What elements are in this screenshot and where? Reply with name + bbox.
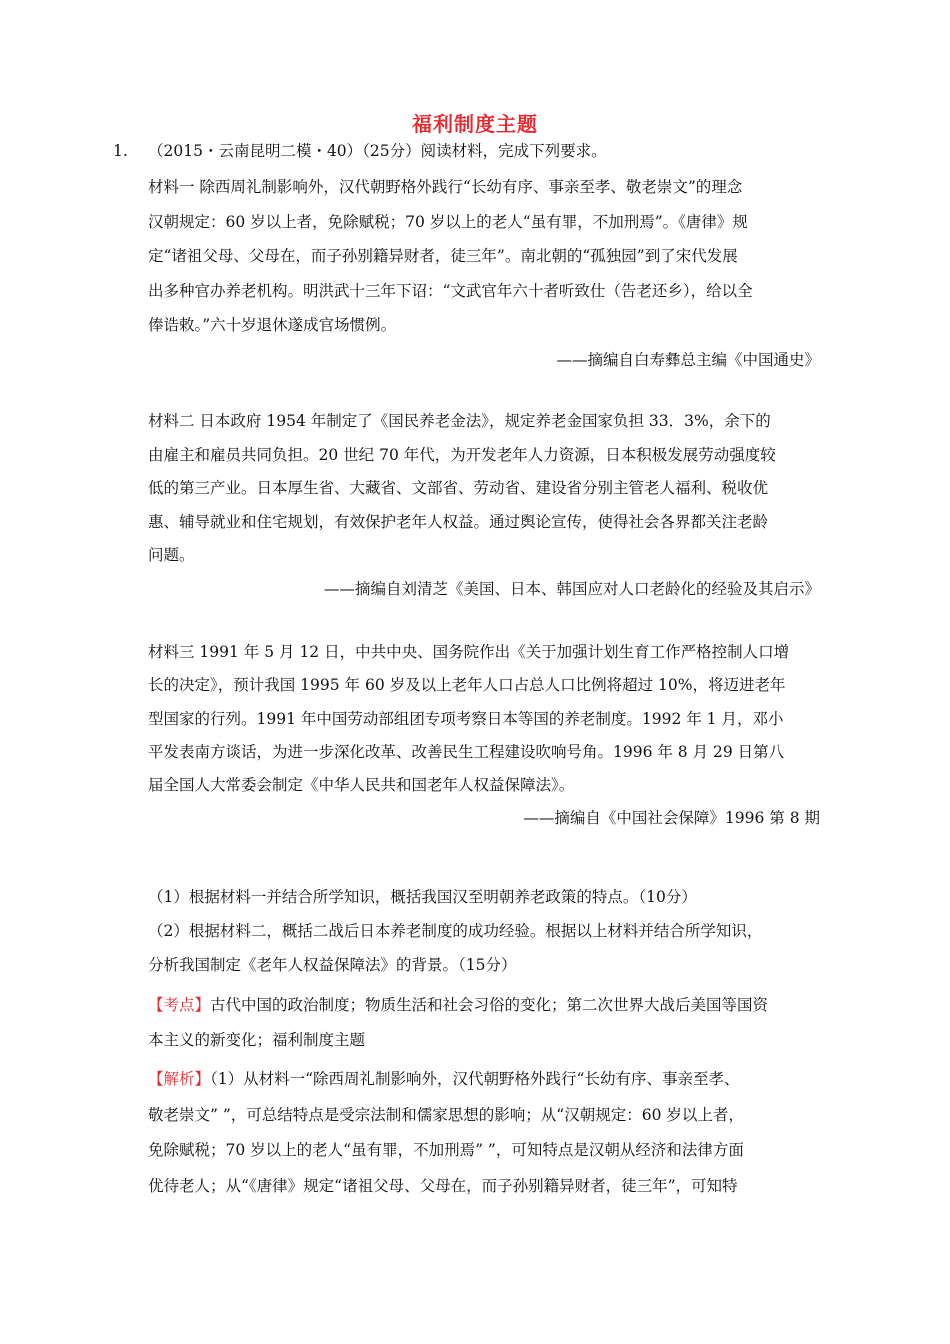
material-2-line: 由雇主和雇员共同负担。20 世纪 70 年代，为开发老年人力资源，日本积极发展劳动强度较 xyxy=(148,445,776,464)
material-3-line: 长的决定》，预计我国 1995 年 60 岁及以上老年人口占总人口比例将超过 10%，将迈进老年 xyxy=(148,676,786,695)
kaodian-text: 古代中国的政治制度；物质生活和社会习俗的变化；第二次世界大战后美国等国资 xyxy=(210,996,769,1014)
material-2-line: 材料二 日本政府 1954 年制定了《国民养老金法》，规定养老金国家负担 33．3%，余下的 xyxy=(148,412,771,430)
jiexi-line: 敬老崇文” ”，可总结特点是受宗法制和儒家思想的影响；从“汉朝规定：60 岁以上者， xyxy=(148,1105,744,1124)
material-1-line: 俸诰敕。”六十岁退休遂成官场惯例。 xyxy=(148,316,397,335)
material-2-line: 低的第三产业。日本厚生省、大藏省、文部省、劳动省、建设省分别主管老人福利、税收优 xyxy=(148,479,769,498)
question-header-text: （2015・云南昆明二模・40）（25分）阅读材料，完成下列要求。 xyxy=(148,142,607,160)
material-2-line: 问题。 xyxy=(148,546,195,565)
material-3 xyxy=(148,636,820,836)
question-header xyxy=(113,138,833,165)
jiexi-line: 优待老人；从“《唐律》规定“诸祖父母、父母在，而子孙别籍异财者，徒三年”，可知特 xyxy=(148,1176,738,1195)
material-3-line: 届全国人大常委会制定《中华人民共和国老年人权益保障法》。 xyxy=(148,776,575,795)
jiexi-section xyxy=(148,1062,820,1204)
material-3-line: 型国家的行列。1991 年中国劳动部组团专项考察日本等国的养老制度。1992 年 1 月，邓小 xyxy=(148,709,784,728)
material-3-source: ——摘编自《中国社会保障》1996 第 8 期 xyxy=(523,809,820,828)
kaodian-section xyxy=(148,988,820,1058)
sub-questions xyxy=(148,880,820,982)
material-2-line: 惠、辅导就业和住宅规划，有效保护老年人权益。通过舆论宣传，使得社会各界都关注老龄 xyxy=(148,512,769,531)
material-2-source: ——摘编自刘清芝《美国、日本、韩国应对人口老龄化的经验及其启示》 xyxy=(323,579,820,598)
material-1 xyxy=(148,170,820,378)
question-number: 1. xyxy=(113,142,128,160)
material-1-line: 汉朝规定：60 岁以上者，免除赋税；70 岁以上的老人“虽有罪，不加刑焉”。《唐律》规 xyxy=(148,212,748,231)
jiexi-text: （1）从材料一“除西周礼制影响外，汉代朝野格外践行“长幼有序、事亲至孝、 xyxy=(210,1070,740,1088)
sub-question-2-line-1: （2）根据材料二，概括二战后日本养老制度的成功经验。根据以上材料并结合所学知识， xyxy=(148,922,763,940)
material-1-source: ——摘编自白寿彝总主编《中国通史》 xyxy=(556,350,820,369)
material-1-line: 材料一 除西周礼制影响外，汉代朝野格外践行“长幼有序、事亲至孝、敬老崇文”的理念 xyxy=(148,178,743,196)
kaodian-tag: 【考点】 xyxy=(148,996,211,1014)
material-2 xyxy=(148,405,820,607)
page-title: 福利制度主题 xyxy=(412,112,538,136)
kaodian-line-2: 本主义的新变化；福利制度主题 xyxy=(148,1031,366,1049)
material-1-line: 定“诸祖父母、父母在，而子孙别籍异财者，徒三年”。南北朝的“孤独园”到了宋代发展 xyxy=(148,247,738,266)
material-1-line: 出多种官办养老机构。明洪武十三年下诏：“文武官年六十者听致仕（告老还乡），给以全 xyxy=(148,281,753,300)
kaodian-line-1 xyxy=(148,988,820,1023)
sub-question-1: （1）根据材料一并结合所学知识，概括我国汉至明朝养老政策的特点。（10分） xyxy=(148,888,697,906)
material-3-line: 材料三 1991 年 5 月 12 日，中共中央、国务院作出《关于加强计划生育工作严格控制人口增 xyxy=(148,643,790,661)
sub-question-2-line-2: 分析我国制定《老年人权益保障法》的背景。（15分） xyxy=(148,956,517,974)
jiexi-line: 免除赋税；70 岁以上的老人“虽有罪，不加刑焉” ”，可知特点是汉朝从经济和法律方面 xyxy=(148,1141,744,1159)
jiexi-tag: 【解析】 xyxy=(148,1070,211,1088)
jiexi-line-1 xyxy=(148,1062,820,1098)
material-3-line: 平发表南方谈话，为进一步深化改革、改善民生工程建设吹响号角。1996 年 8 月 29 日第八 xyxy=(148,742,785,761)
